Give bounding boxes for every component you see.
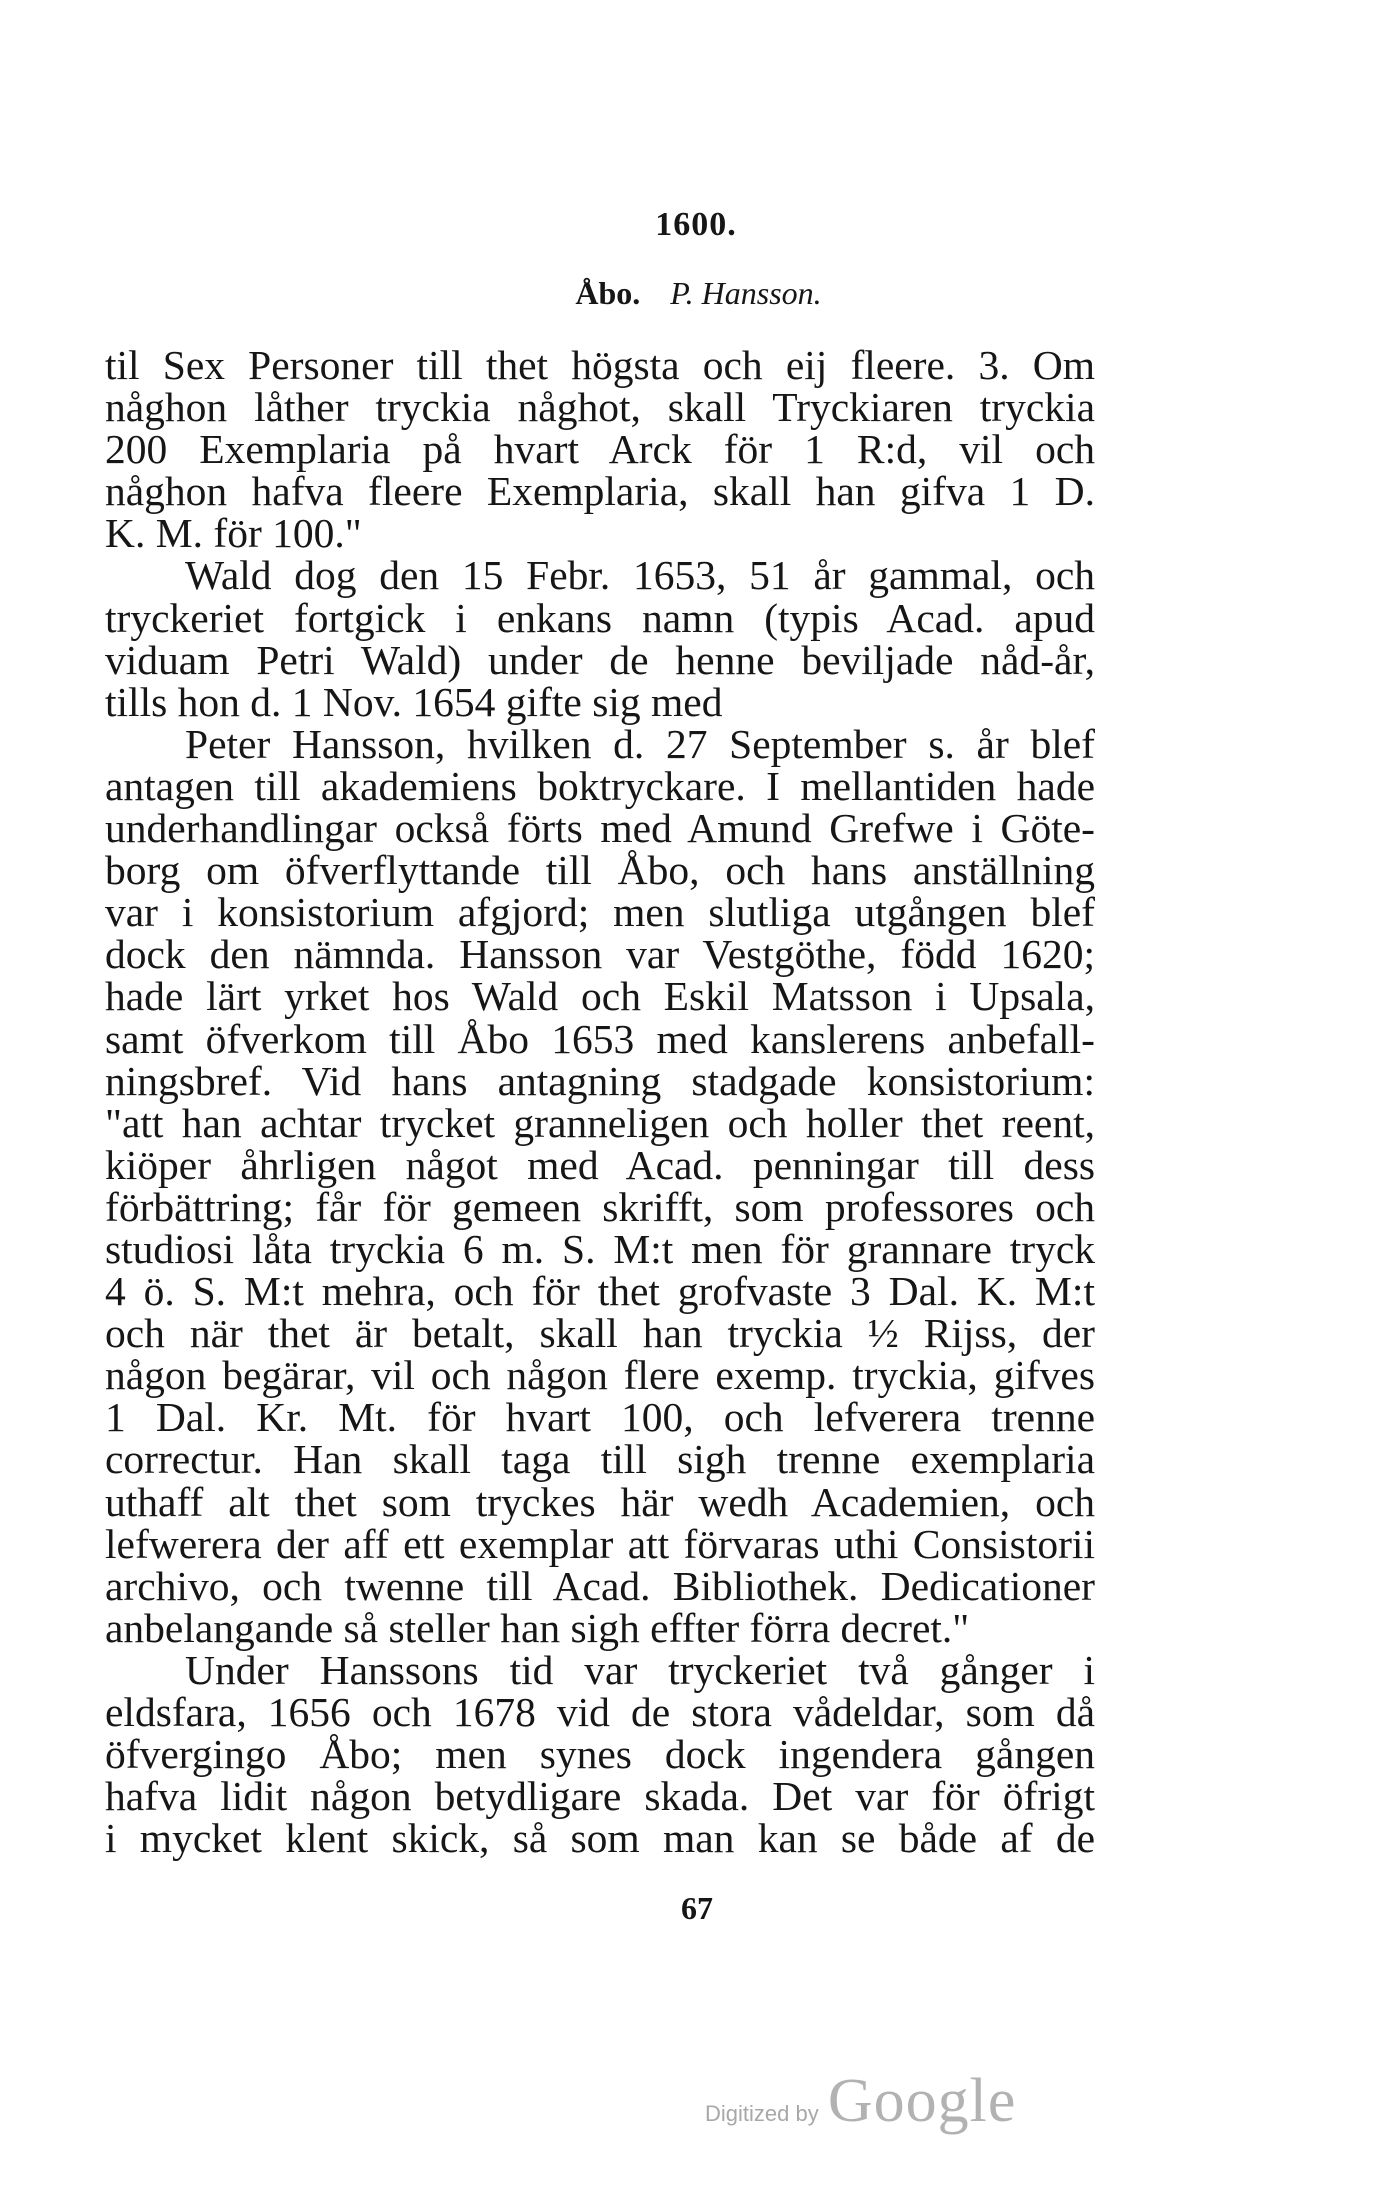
body-text <box>105 342 1095 1862</box>
text-line: 200 Exemplaria på hvart Arck för 1 R:d, vil och <box>105 426 1095 473</box>
text-line: Under Hanssons tid var tryckeriet två gånger i <box>185 1646 1095 1693</box>
text-line: ningsbref. Vid hans antagning stadgade konsistorium: <box>105 1057 1095 1104</box>
text-line: 4 ö. S. M:t mehra, och för thet grofvaste 3 Dal. K. M:t <box>105 1268 1095 1315</box>
text-line: correctur. Han skall taga till sigh trenne exemplaria <box>105 1436 1095 1483</box>
running-head-place: Åbo. <box>575 275 641 311</box>
text-line: borg om öfverflyttande till Åbo, och hans anställning <box>105 847 1095 894</box>
google-logo-text: Google <box>827 2067 1017 2135</box>
text-line: anbelangande så steller han sigh effter förra decret." <box>105 1604 970 1651</box>
text-line: K. M. för 100." <box>105 510 362 557</box>
text-line: viduam Petri Wald) under de henne beviljade nåd-år, <box>105 636 1095 683</box>
text-line: hade lärt yrket hos Wald och Eskil Matsson i Upsala, <box>105 973 1095 1020</box>
text-line: 1 Dal. Kr. Mt. för hvart 100, och lefverera trenne <box>105 1394 1095 1441</box>
text-line: tryckeriet fortgick i enkans namn (typis Acad. apud <box>105 594 1095 641</box>
digitized-by-watermark <box>705 2066 1016 2137</box>
text-line: öfvergingo Åbo; men synes dock ingendera gången <box>105 1731 1095 1778</box>
text-line: archivo, och twenne till Acad. Bibliothek. Dedicationer <box>105 1562 1095 1609</box>
text-line: Peter Hansson, hvilken d. 27 September s. år blef <box>185 720 1095 767</box>
text-line: samt öfverkom till Åbo 1653 med kanslerens anbefall- <box>105 1015 1095 1062</box>
text-line: antagen till akademiens boktryckare. I mellantiden hade <box>105 762 1095 809</box>
text-line: och när thet är betalt, skall han tryckia ½ Rijss, der <box>105 1310 1095 1357</box>
text-line: någhon låther tryckia någhot, skall Tryckiaren tryckia <box>105 384 1095 431</box>
watermark-prefix: Digitized by <box>705 2101 819 2126</box>
text-line: studiosi låta tryckia 6 m. S. M:t men för grannare tryck <box>105 1225 1095 1272</box>
running-head-year: 1600. <box>655 206 737 243</box>
text-line: underhandlingar också förts med Amund Grefwe i Göte- <box>105 805 1095 852</box>
text-line: "att han achtar trycket granneligen och holler thet reent, <box>105 1099 1095 1146</box>
text-line: någhon hafva fleere Exemplaria, skall han gifva 1 D. <box>105 468 1095 515</box>
text-line: hafva lidit någon betydligare skada. Det var för öfrigt <box>105 1773 1095 1820</box>
text-line: i mycket klent skick, så som man kan se både af de <box>105 1815 1095 1862</box>
text-line: til Sex Personer till thet högsta och eij fleere. 3. Om <box>105 342 1095 388</box>
text-line: uthaff alt thet som tryckes här wedh Academien, och <box>105 1478 1095 1525</box>
text-line: Wald dog den 15 Febr. 1653, 51 år gammal, och <box>185 552 1095 599</box>
running-head-printer: P. Hansson. <box>670 275 822 311</box>
running-head-subtitle <box>0 275 1382 312</box>
text-line: kiöper åhrligen något med Acad. penningar till dess <box>105 1141 1095 1188</box>
text-line: förbättring; får för gemeen skrifft, som professores och <box>105 1183 1095 1230</box>
text-line: lefwerera der aff ett exemplar att förvaras uthi Consistorii <box>105 1520 1095 1567</box>
text-line: tills hon d. 1 Nov. 1654 gifte sig med <box>105 678 723 725</box>
text-line: dock den nämnda. Hansson var Vestgöthe, född 1620; <box>105 931 1095 978</box>
text-line: var i konsistorium afgjord; men slutliga utgången blef <box>105 889 1095 936</box>
page-number: 67 <box>681 1890 713 1926</box>
text-line: eldsfara, 1656 och 1678 vid de stora vådeldar, som då <box>105 1689 1095 1735</box>
text-line: någon begärar, vil och någon flere exemp. tryckia, gifves <box>105 1352 1095 1399</box>
